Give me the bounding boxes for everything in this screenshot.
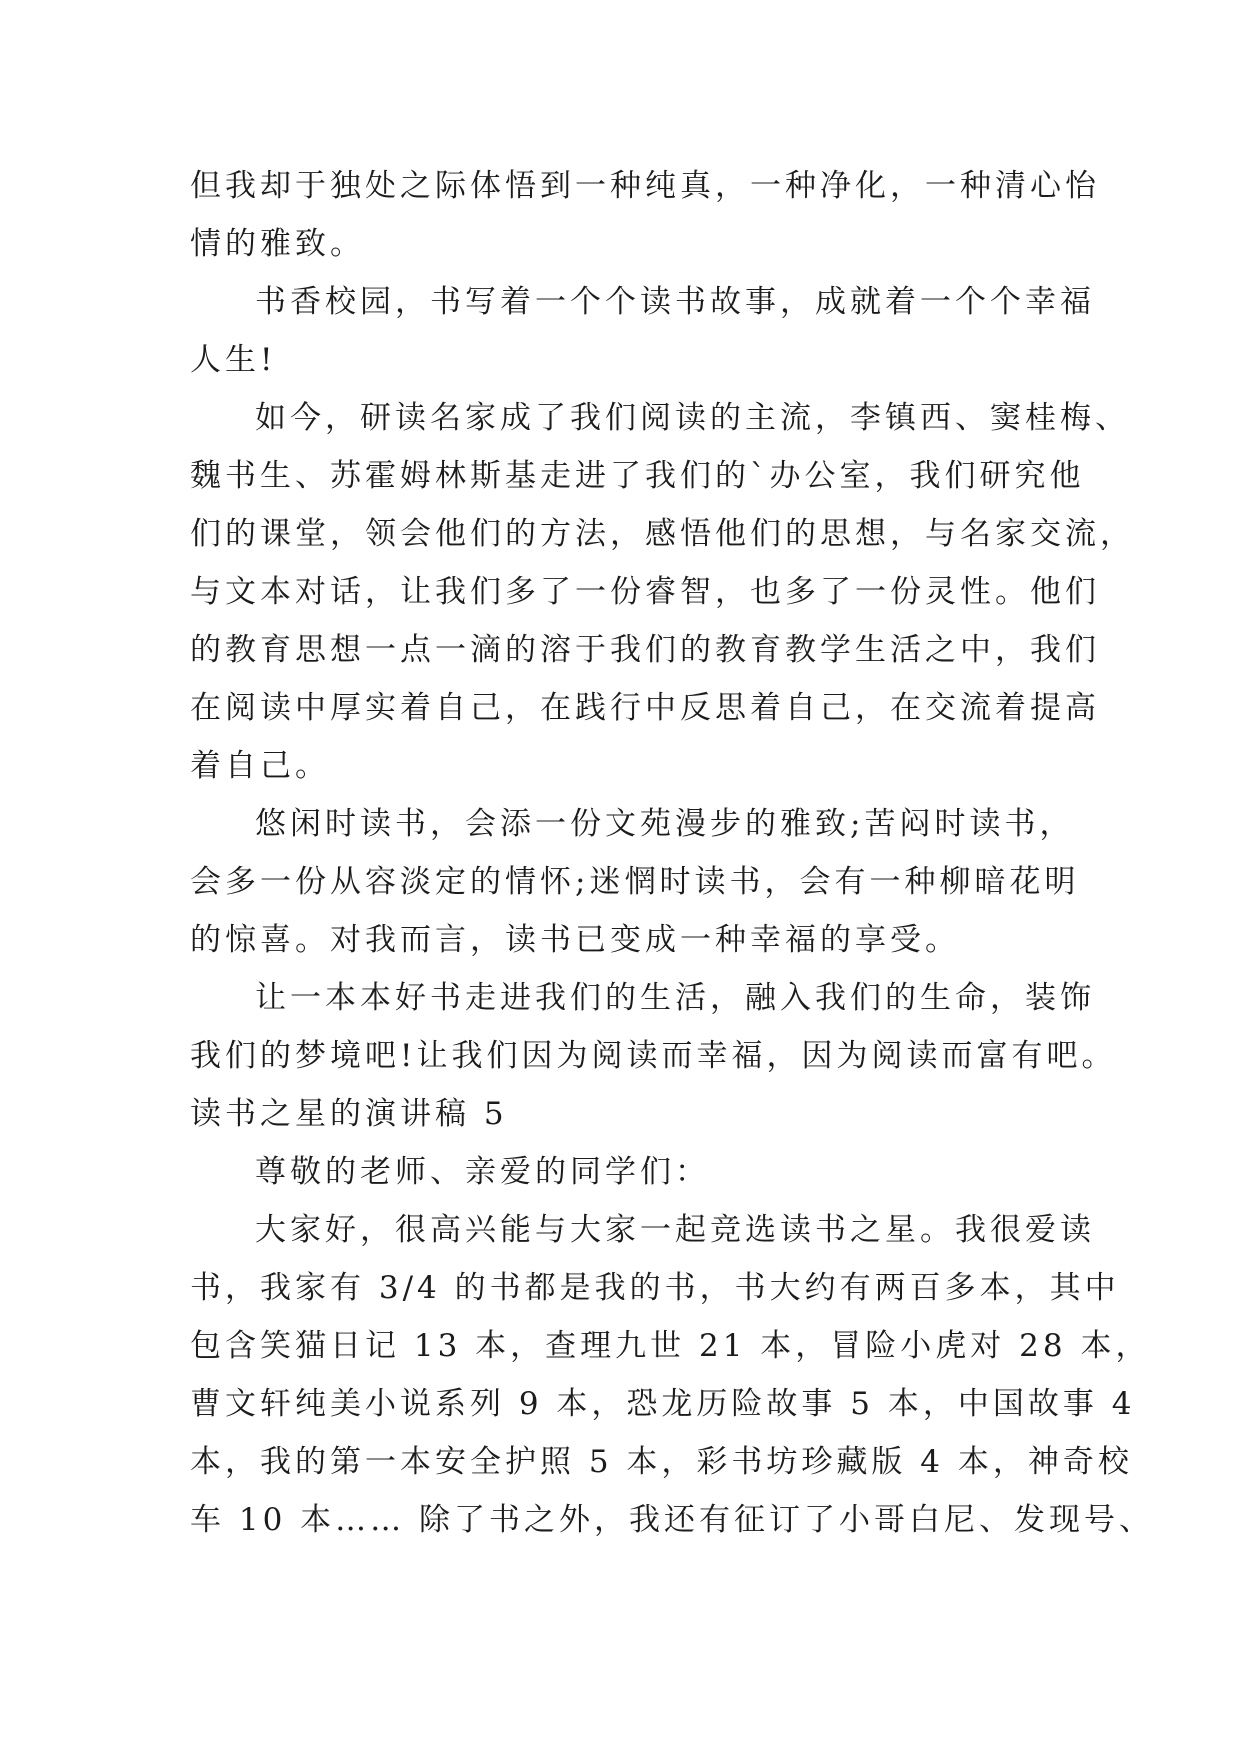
paragraph-line: 本，我的第一本安全护照 5 本，彩书坊珍藏版 4 本，神奇校 xyxy=(190,1444,1133,1480)
paragraph-line: 但我却于独处之际体悟到一种纯真，一种净化，一种清心怡 xyxy=(190,168,1100,204)
section-heading: 读书之星的演讲稿 5 xyxy=(190,1096,508,1132)
paragraph-line: 让一本本好书走进我们的生活，融入我们的生命，装饰 xyxy=(255,980,1095,1016)
paragraph-line: 如今，研读名家成了我们阅读的主流，李镇西、窦桂梅、 xyxy=(255,400,1130,436)
paragraph-line: 大家好，很高兴能与大家一起竞选读书之星。我很爱读 xyxy=(255,1212,1095,1248)
paragraph-line: 的教育思想一点一滴的溶于我们的教育教学生活之中，我们 xyxy=(190,632,1100,668)
paragraph-line: 与文本对话，让我们多了一份睿智，也多了一份灵性。他们 xyxy=(190,574,1100,610)
paragraph-line: 书，我家有 3/4 的书都是我的书，书大约有两百多本，其中 xyxy=(190,1270,1120,1306)
paragraph-line: 悠闲时读书，会添一份文苑漫步的雅致;苦闷时读书， xyxy=(255,806,1075,842)
paragraph-line: 我们的梦境吧!让我们因为阅读而幸福，因为阅读而富有吧。 xyxy=(190,1038,1117,1074)
salutation-line: 尊敬的老师、亲爱的同学们： xyxy=(255,1154,710,1190)
paragraph-line: 情的雅致。 xyxy=(190,226,365,262)
paragraph-line: 魏书生、苏霍姆林斯基走进了我们的`办公室，我们研究他 xyxy=(190,458,1085,494)
paragraph-line: 包含笑猫日记 13 本，查理九世 21 本，冒险小虎对 28 本， xyxy=(190,1328,1151,1364)
paragraph-line: 们的课堂，领会他们的方法，感悟他们的思想，与名家交流， xyxy=(190,516,1135,552)
paragraph-line: 车 10 本…… 除了书之外，我还有征订了小哥白尼、发现号、 xyxy=(190,1502,1155,1538)
paragraph-line: 着自己。 xyxy=(190,748,330,784)
paragraph-line: 在阅读中厚实着自己，在践行中反思着自己，在交流着提高 xyxy=(190,690,1100,726)
paragraph-line: 曹文轩纯美小说系列 9 本，恐龙历险故事 5 本，中国故事 4 xyxy=(190,1386,1136,1422)
paragraph-line: 书香校园，书写着一个个读书故事，成就着一个个幸福 xyxy=(255,284,1095,320)
paragraph-line: 人生! xyxy=(190,342,277,378)
paragraph-line: 会多一份从容淡定的情怀;迷惘时读书，会有一种柳暗花明 xyxy=(190,864,1080,900)
paragraph-line: 的惊喜。对我而言，读书已变成一种幸福的享受。 xyxy=(190,922,960,958)
